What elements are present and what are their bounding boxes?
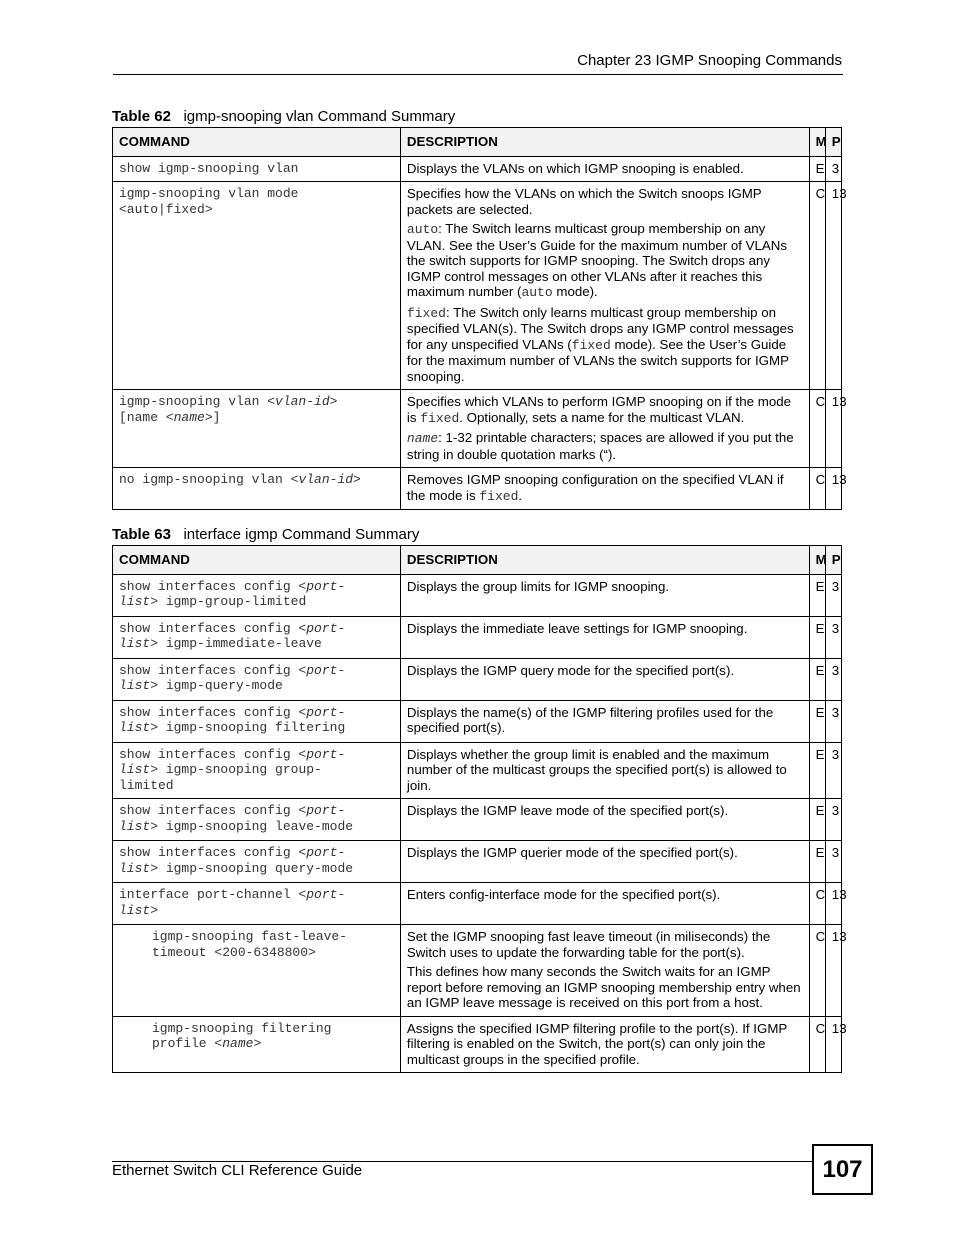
description-cell: Displays whether the group limit is enabled and the maximum number of the multicast groups the specified port(s) is allowed to join.: [400, 742, 809, 799]
mode-cell: E: [809, 658, 825, 700]
col-header-description: DESCRIPTION: [400, 546, 809, 575]
table-row: [113, 390, 842, 468]
table-row: [113, 574, 842, 616]
privilege-cell: 3: [825, 700, 841, 742]
command-cell: show interfaces config <port- list> igmp-group-limited: [113, 574, 401, 616]
mode-cell: C: [809, 182, 825, 390]
mode-cell: C: [809, 390, 825, 468]
col-header-m: M: [809, 128, 825, 157]
privilege-cell: 13: [825, 883, 841, 925]
table-row: [113, 468, 842, 510]
description-cell: Assigns the specified IGMP filtering profile to the port(s). If IGMP filtering is enabled on the Switch, the port(s) can only join the multicast groups in the specified profile.: [400, 1016, 809, 1073]
mode-cell: E: [809, 742, 825, 799]
command-cell: show interfaces config <port- list> igmp-snooping leave-mode: [113, 799, 401, 841]
table-row: [113, 1016, 842, 1073]
privilege-cell: 3: [825, 574, 841, 616]
mode-cell: E: [809, 574, 825, 616]
command-cell: igmp-snooping vlan mode <auto|fixed>: [113, 182, 401, 390]
table-63: [112, 545, 847, 1073]
table-row: [113, 156, 842, 182]
table-row: [113, 799, 842, 841]
privilege-cell: 3: [825, 841, 841, 883]
table-row: [113, 700, 842, 742]
col-header-description: DESCRIPTION: [400, 128, 809, 157]
table-63-title: interface igmp Command Summary: [183, 526, 420, 543]
table-row: [113, 883, 842, 925]
mode-cell: C: [809, 883, 825, 925]
command-cell: show interfaces config <port- list> igmp-immediate-leave: [113, 616, 401, 658]
privilege-cell: 13: [825, 390, 841, 468]
description-cell: Displays the IGMP querier mode of the specified port(s).: [400, 841, 809, 883]
description-cell: Set the IGMP snooping fast leave timeout (in miliseconds) the Switch uses to update the forwarding table for the port(s). This defines how many seconds the Switch waits for an IGMP report before removing an IGMP snooping membership entry when an IGMP leave message is received on this port from a host.: [400, 925, 809, 1017]
mode-cell: E: [809, 616, 825, 658]
privilege-cell: 3: [825, 742, 841, 799]
description-cell: Removes IGMP snooping configuration on the specified VLAN if the mode is fixed.: [400, 468, 809, 510]
mode-cell: E: [809, 799, 825, 841]
command-cell: show igmp-snooping vlan: [113, 156, 401, 182]
table-row: [113, 616, 842, 658]
chapter-title: Chapter 23 IGMP Snooping Commands: [577, 52, 842, 69]
page-number: 107: [812, 1144, 873, 1195]
table-header-row: [113, 128, 842, 157]
description-cell: Displays the immediate leave settings for IGMP snooping.: [400, 616, 809, 658]
col-header-command: COMMAND: [113, 546, 401, 575]
description-cell: Displays the group limits for IGMP snooping.: [400, 574, 809, 616]
table-62-caption: [112, 108, 455, 125]
col-header-p: P: [825, 128, 841, 157]
description-cell: Displays the IGMP leave mode of the specified port(s).: [400, 799, 809, 841]
privilege-cell: 13: [825, 468, 841, 510]
header-divider: [113, 74, 843, 75]
command-cell: show interfaces config <port- list> igmp-query-mode: [113, 658, 401, 700]
table-row: [113, 182, 842, 390]
command-cell: show interfaces config <port- list> igmp-snooping group- limited: [113, 742, 401, 799]
command-cell: show interfaces config <port- list> igmp-snooping query-mode: [113, 841, 401, 883]
table-63-caption: [112, 526, 419, 543]
col-header-p: P: [825, 546, 841, 575]
privilege-cell: 3: [825, 799, 841, 841]
privilege-cell: 3: [825, 616, 841, 658]
privilege-cell: 3: [825, 658, 841, 700]
mode-cell: E: [809, 700, 825, 742]
mode-cell: C: [809, 468, 825, 510]
description-cell: Specifies how the VLANs on which the Switch snoops IGMP packets are selected. auto: The Switch learns multicast group membership on any VLAN. See the User’s Guide for the maximum number of VLANs the switch supports for IGMP snooping. The Switch drops any IGMP control messages on other VLANs after it reaches this maximum number (auto mode). fixed: The Switch only learns multicast group membership on specified VLAN(s). The Switch drops any IGMP control messages for any unspecified VLANs (fixed mode). See the User’s Guide for the maximum number of VLANs the switch supports for IGMP snooping.: [400, 182, 809, 390]
privilege-cell: 3: [825, 156, 841, 182]
command-cell: no igmp-snooping vlan <vlan-id>: [113, 468, 401, 510]
privilege-cell: 13: [825, 925, 841, 1017]
table-63-label: Table 63: [112, 526, 171, 543]
col-header-m: M: [809, 546, 825, 575]
mode-cell: E: [809, 156, 825, 182]
description-cell: Displays the IGMP query mode for the specified port(s).: [400, 658, 809, 700]
table-header-row: [113, 546, 842, 575]
table-row: [113, 841, 842, 883]
mode-cell: E: [809, 841, 825, 883]
guide-title: Ethernet Switch CLI Reference Guide: [112, 1162, 363, 1179]
privilege-cell: 13: [825, 1016, 841, 1073]
description-cell: Enters config-interface mode for the specified port(s).: [400, 883, 809, 925]
table-row: [113, 658, 842, 700]
command-cell: igmp-snooping vlan <vlan-id> [name <name>]: [113, 390, 401, 468]
table-62-label: Table 62: [112, 108, 171, 125]
command-cell: show interfaces config <port- list> igmp-snooping filtering: [113, 700, 401, 742]
table-row: [113, 742, 842, 799]
command-cell: igmp-snooping filtering profile <name>: [113, 1016, 401, 1073]
table-row: [113, 925, 842, 1017]
mode-cell: C: [809, 1016, 825, 1073]
command-cell: interface port-channel <port- list>: [113, 883, 401, 925]
description-cell: Displays the name(s) of the IGMP filtering profiles used for the specified port(s).: [400, 700, 809, 742]
description-cell: Specifies which VLANs to perform IGMP snooping on if the mode is fixed. Optionally, sets a name for the multicast VLAN. name: 1-32 printable characters; spaces are allowed if you put the string in double quotation marks (“).: [400, 390, 809, 468]
description-cell: Displays the VLANs on which IGMP snooping is enabled.: [400, 156, 809, 182]
mode-cell: C: [809, 925, 825, 1017]
table-62-title: igmp-snooping vlan Command Summary: [183, 108, 456, 125]
col-header-command: COMMAND: [113, 128, 401, 157]
privilege-cell: 13: [825, 182, 841, 390]
table-62: [112, 127, 847, 510]
command-cell: igmp-snooping fast-leave- timeout <200-6348800>: [113, 925, 401, 1017]
